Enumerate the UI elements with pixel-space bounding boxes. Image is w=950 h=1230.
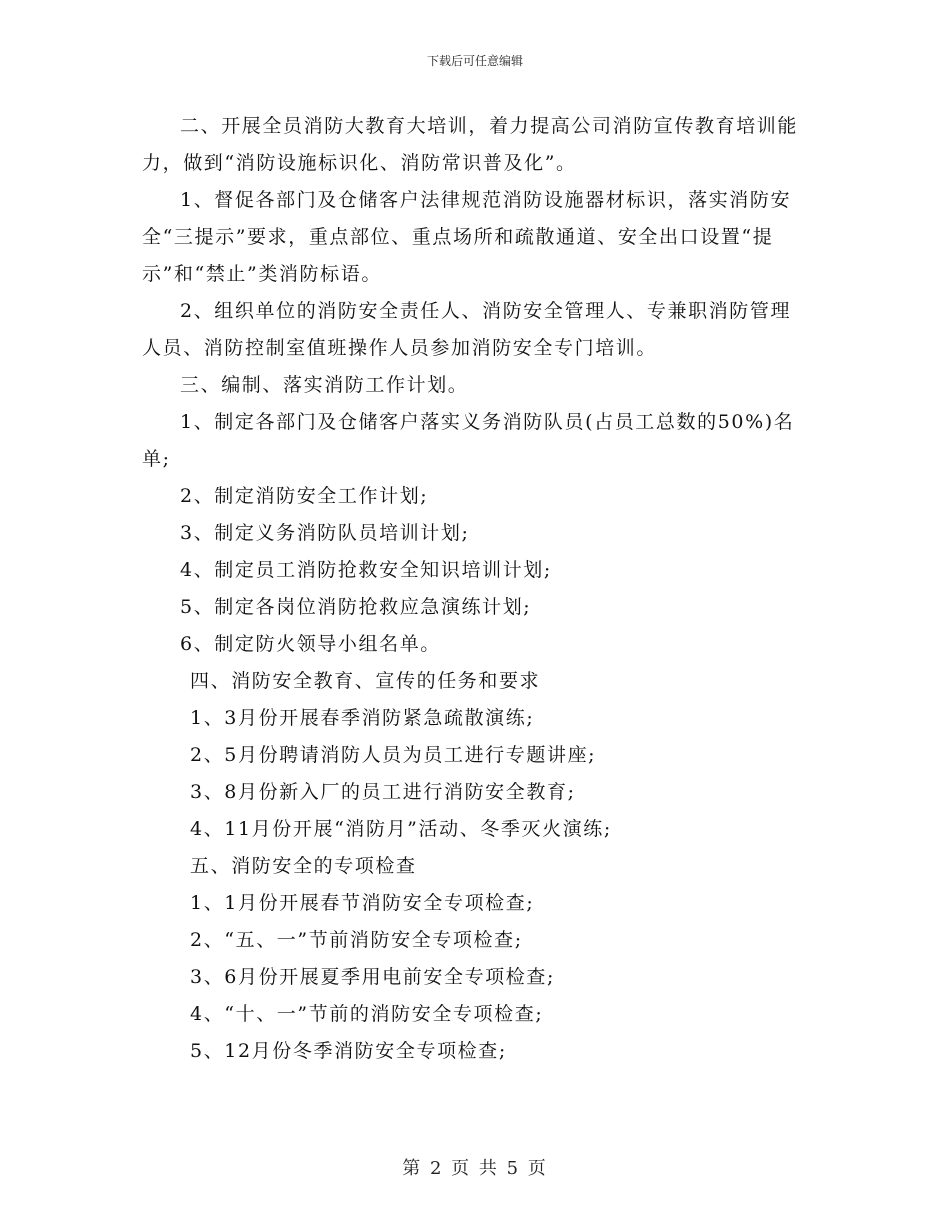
- list-item: 2、5月份聘请消防人员为员工进行专题讲座;: [190, 744, 597, 766]
- list-item: 5、制定各岗位消防抢救应急演练计划;: [180, 596, 532, 618]
- section-heading: 四、消防安全教育、宣传的任务和要求: [190, 670, 541, 692]
- paragraph: 1、督促各部门及仓储客户法律规范消防设施器材标识，落实消防安全“三提示”要求，重点部位、重点场所和疏散通道、安全出口设置“提示”和“禁止”类消防标语。: [142, 189, 792, 285]
- page-number: 第 2 页 共 5 页: [402, 1158, 548, 1179]
- list-item: 6、制定防火领导小组名单。: [180, 633, 441, 655]
- paragraph: 二、开展全员消防大教育大培训，着力提高公司消防宣传教育培训能力，做到“消防设施标识化、消防常识普及化”。: [142, 115, 799, 174]
- list-item: 3、制定义务消防队员培训计划;: [180, 522, 470, 544]
- paragraph: 2、组织单位的消防安全责任人、消防安全管理人、专兼职消防管理人员、消防控制室值班操作人员参加消防安全专门培训。: [142, 300, 792, 359]
- list-item: 2、“五、一”节前消防安全专项检查;: [190, 929, 523, 951]
- list-item: 3、8月份新入厂的员工进行消防安全教育;: [190, 781, 576, 803]
- page-header: 下载后可任意编辑: [426, 54, 523, 68]
- list-item: 1、1月份开展春节消防安全专项检查;: [190, 892, 535, 914]
- list-item: 4、制定员工消防抢救安全知识培训计划;: [180, 559, 552, 581]
- paragraph: 1、制定各部门及仓储客户落实义务消防队员(占员工总数的50%)名单;: [142, 411, 795, 470]
- list-item: 5、12月份冬季消防安全专项检查;: [190, 1040, 507, 1062]
- list-item: 4、“十、一”节前的消防安全专项检查;: [190, 1003, 544, 1025]
- document-body: [142, 108, 808, 1070]
- list-item: 1、3月份开展春季消防紧急疏散演练;: [190, 707, 535, 729]
- section-heading: 三、编制、落实消防工作计划。: [180, 374, 469, 396]
- section-heading: 五、消防安全的专项检查: [190, 855, 417, 877]
- list-item: 2、制定消防安全工作计划;: [180, 485, 429, 507]
- list-item: 4、11月份开展“消防月”活动、冬季灭火演练;: [190, 818, 612, 840]
- list-item: 3、6月份开展夏季用电前安全专项检查;: [190, 966, 555, 988]
